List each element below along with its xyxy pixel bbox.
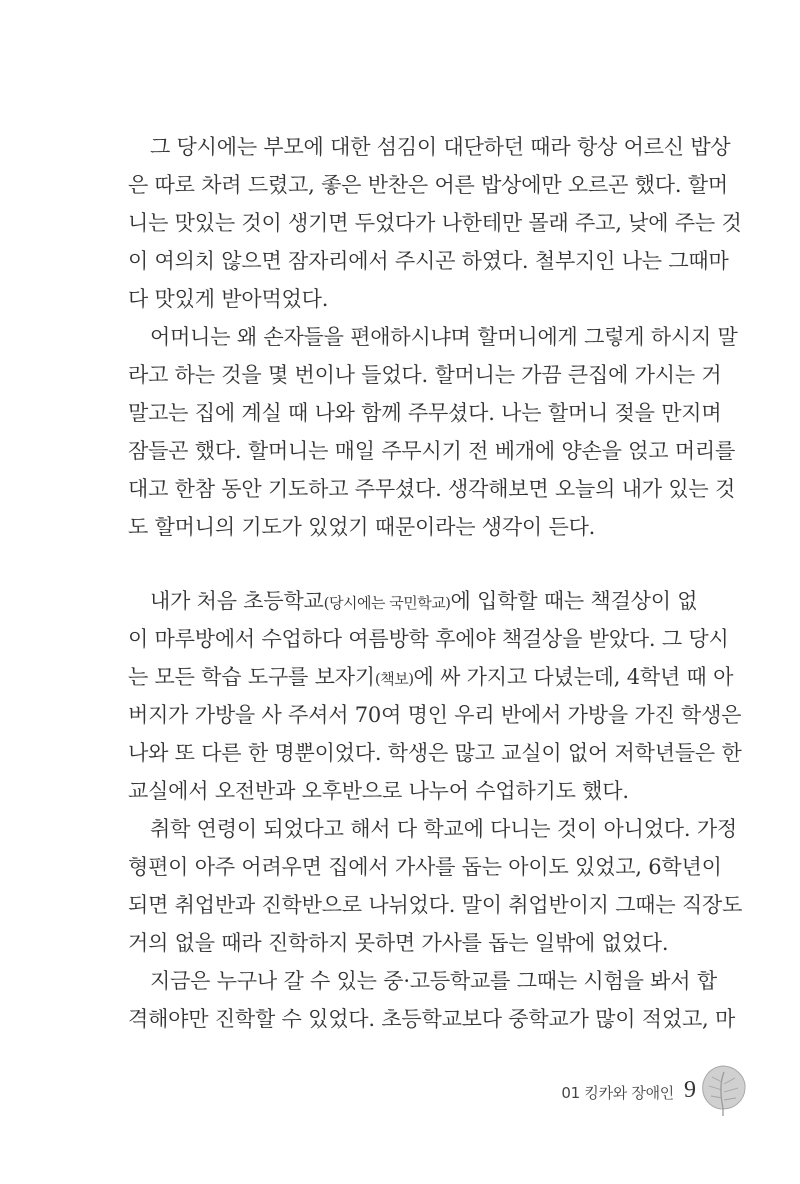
text-line: 대고 한참 동안 기도하고 주무셨다. 생각해보면 오늘의 내가 있는 것 [128, 477, 736, 501]
paragraph [128, 810, 743, 962]
section-gap [128, 546, 680, 582]
text-line: 말고는 집에 계실 때 나와 함께 주무셨다. 나는 할머니 젖을 만지며 [128, 401, 722, 425]
text-line: 되면 취업반과 진학반으로 나뉘었다. 말이 취업반이지 그때는 직장도 [128, 893, 743, 917]
paragraph [128, 962, 736, 1038]
text-line: 니는 맛있는 것이 생기면 두었다가 나한테만 몰래 주고, 낮에 주는 것 [128, 211, 742, 235]
text-line: 형편이 아주 어려우면 집에서 가사를 돕는 아이도 있었고, 6학년이 [128, 855, 722, 879]
text-segment: 에 입학할 때는 책걸상이 없 [450, 589, 698, 613]
text-line: 버지가 가방을 사 주셔서 70여 명인 우리 반에서 가방을 가진 학생은 [128, 703, 742, 727]
paragraph [128, 318, 738, 546]
running-head: 01 킹카와 장애인 [561, 1083, 674, 1102]
text-line: 어머니는 왜 손자들을 편애하시냐며 할머니에게 그렇게 하시지 말 [150, 325, 738, 349]
text-line: 은 따로 차려 드렸고, 좋은 반찬은 어른 밥상에만 오르곤 했다. 할머 [128, 173, 728, 197]
body-text [128, 128, 743, 1038]
text-line: 나와 또 다른 한 명뿐이었다. 학생은 많고 교실이 없어 저학년들은 한 [128, 741, 742, 765]
text-line: 격해야만 진학할 수 있었다. 초등학교보다 중학교가 많이 적었고, 마 [128, 1007, 736, 1031]
text-line: 교실에서 오전반과 오후반으로 나누어 수업하기도 했다. [128, 779, 629, 803]
page-footer [561, 1060, 750, 1120]
text-line: 잠들곤 했다. 할머니는 매일 주무시기 전 베개에 양손을 얹고 머리를 [128, 439, 736, 463]
text-line: 취학 연령이 되었다고 해서 다 학교에 다니는 것이 아니었다. 가정 [150, 817, 737, 841]
text-segment: 는 모든 학습 도구를 보자기 [128, 665, 375, 689]
text-line: 라고 하는 것을 몇 번이나 들었다. 할머니는 가끔 큰집에 가시는 거 [128, 363, 722, 387]
text-segment: 에 싸 가지고 다녔는데, 4학년 때 아 [413, 665, 734, 689]
text-line [128, 658, 734, 696]
inline-note: (당시에는 국민학교) [323, 594, 451, 612]
text-line: 지금은 누구나 갈 수 있는 중·고등학교를 그때는 시험을 봐서 합 [150, 969, 717, 993]
page-number: 9 [684, 1076, 696, 1103]
leaf-icon [698, 1062, 750, 1118]
text-line [128, 582, 698, 620]
text-line: 이 마루방에서 수업하다 여름방학 후에야 책걸상을 받았다. 그 당시 [128, 627, 729, 651]
text-line: 이 여의치 않으면 잠자리에서 주시곤 하였다. 철부지인 나는 그때마 [128, 249, 729, 273]
text-segment: 내가 처음 초등학교 [150, 589, 324, 613]
text-line: 거의 없을 때라 진학하지 못하면 가사를 돕는 일밖에 없었다. [128, 931, 669, 955]
paragraph [128, 128, 742, 318]
text-line: 다 맛있게 받아먹었다. [128, 287, 329, 311]
paragraph [128, 582, 742, 810]
text-line: 그 당시에는 부모에 대한 섬김이 대단하던 때라 항상 어르신 밥상 [150, 135, 731, 159]
text-line: 도 할머니의 기도가 있었기 때문이라는 생각이 든다. [128, 515, 596, 539]
inline-note: (책보) [374, 670, 414, 688]
